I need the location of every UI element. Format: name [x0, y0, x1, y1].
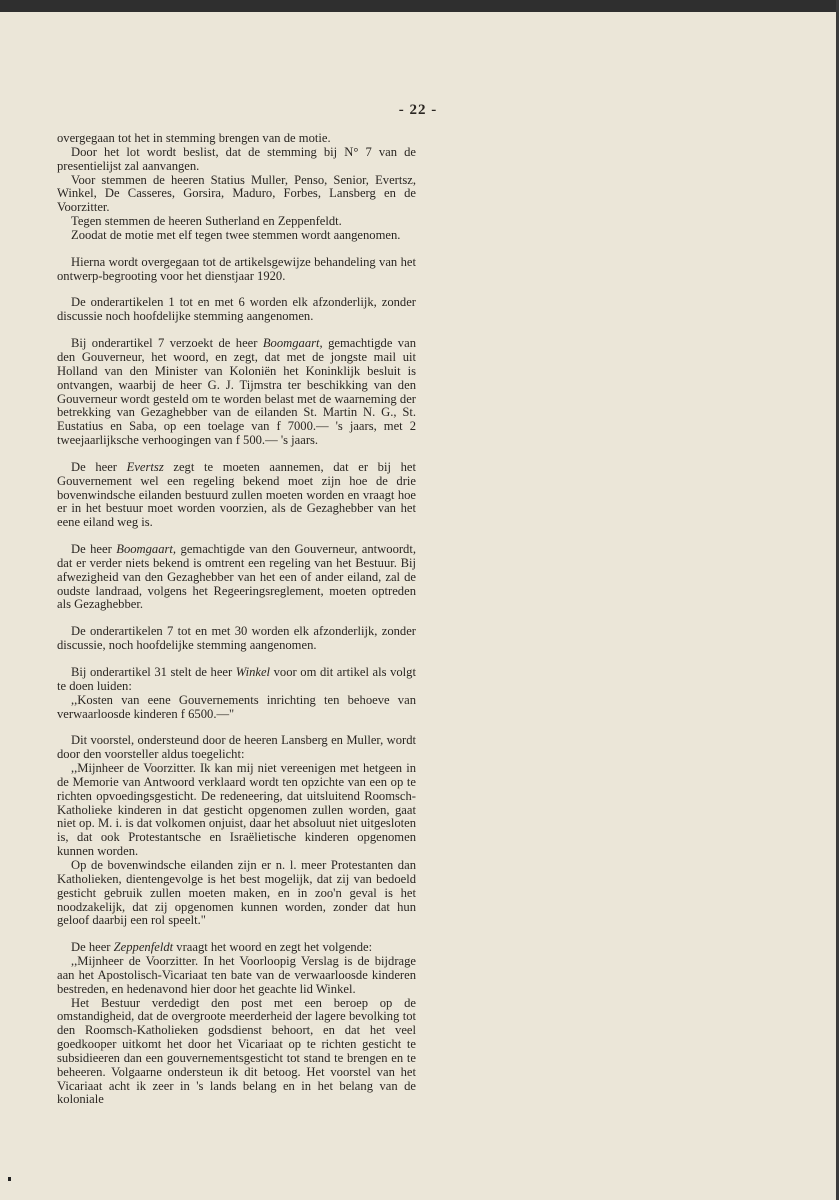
paragraph: Tegen stemmen de heeren Sutherland en Zeppenfeldt. — [71, 214, 342, 229]
paragraph: overgegaan tot het in stemming brengen van de motie. — [57, 131, 331, 145]
paragraph: ,,Kosten van eene Gouvernements inrichting ten behoeve van verwaarloosde kinderen f 6500.—" — [57, 692, 416, 721]
paragraph: Bij onderartikel 31 stelt de heer Winkel voor om dit artikel als volgt te doen luiden: — [57, 665, 416, 693]
paragraph: De heer Evertsz zegt te moeten aannemen, dat er bij het Gouvernement wel een regeling bekend moet zijn hoe de drie bovenwindsche eilanden bestuurd zullen moeten worden en vraagt hoe er in het bestuur moet worden voorzien, als de Gezaghebber van het eene eiland weg is. — [57, 459, 416, 530]
paragraph: ,,Mijnheer de Voorzitter. Ik kan mij niet vereenigen met hetgeen in de Memorie van Antwoord verklaard wordt ten opzichte van een op te richten opvoedingsgesticht. De redeneering, dat uitsluitend Roomsch-Katholieke kinderen in dat gesticht opgenomen zullen worden, gaat niet op. M. i. is dat volkomen onjuist, daar het absoluut niet uitgesloten is, dat ook Protestantsche en Israëlietische kinderen opgenomen kunnen worden. — [57, 761, 416, 859]
body-text-column — [57, 132, 416, 1107]
paragraph: Door het lot wordt beslist, dat de stemming bij N° 7 van de presentielijst zal aanvangen. — [57, 144, 416, 173]
page-number: - 22 - — [398, 102, 438, 118]
paragraph: De onderartikelen 7 tot en met 30 worden elk afzonderlijk, zonder discussie, noch hoofdelijke stemming aangenomen. — [57, 624, 416, 653]
paragraph: De onderartikelen 1 tot en met 6 worden elk afzonderlijk, zonder discussie noch hoofdelijke stemming aangenomen. — [57, 295, 416, 324]
scanner-top-border — [0, 0, 839, 12]
paragraph: Dit voorstel, ondersteund door de heeren Lansberg en Muller, wordt door den voorsteller aldus toegelicht: — [57, 733, 416, 762]
punch-mark — [8, 1177, 11, 1181]
paragraph: Voor stemmen de heeren Statius Muller, Penso, Senior, Evertsz, Winkel, De Casseres, Gorsira, Maduro, Forbes, Lansberg en de Voorzitter. — [57, 172, 416, 215]
paragraph: De heer Boomgaart, gemachtigde van den Gouverneur, antwoordt, dat er verder niets bekend is omtrent een regeling van het Bestuur. Bij afwezigheid van den Gezaghebber van het een of ander eiland, zal de oudste landraad, volgens het Regeeringsreglement, moeten optreden als Gezaghebber. — [57, 542, 417, 612]
paragraph: Hierna wordt overgegaan tot de artikelsgewijze behandeling van het ontwerp-begrooting voor het dienstjaar 1920. — [57, 254, 416, 283]
document-page — [0, 12, 836, 1200]
paragraph: Zoodat de motie met elf tegen twee stemmen wordt aangenomen. — [71, 227, 401, 242]
paragraph: Op de bovenwindsche eilanden zijn er n. l. meer Protestanten dan Katholieken, dientengevolge is het best mogelijk, dat zij van bedoeld gesticht gebruik zullen moeten maken, en in zoo'n geval is het noodzakelijk, dat zij opgenomen kunnen worden, zonder dat hun geloof daarbij een rol speelt." — [57, 857, 416, 928]
paragraph: Bij onderartikel 7 verzoekt de heer Boomgaart, gemachtigde van den Gouverneur, het woord, en zegt, dat met de jongste mail uit Holland van den Minister van Koloniën het Koninklijk besluit is ontvangen, waarbij de heer G. J. Tijmstra ter beschikking van den Gouverneur wordt gesteld om te worden belast met de waarneming der betrekking van Gezaghebber van de eilanden St. Martin N. G., St. Eustatius en Saba, op een toelage van f 7000.— 's jaars, met 2 tweejaarlijksche verhoogingen van f 500.— 's jaars. — [57, 336, 416, 448]
speaker-name: Boomgaart, — [262, 336, 323, 351]
speaker-name: Evertsz — [126, 459, 164, 474]
paragraph: De heer Zeppenfeldt vraagt het woord en zegt het volgende: — [71, 940, 373, 955]
speaker-name: Zeppenfeldt — [113, 940, 174, 955]
paragraph: ,,Mijnheer de Voorzitter. In het Voorloopig Verslag is de bijdrage aan het Apostolisch-Vicariaat ten bate van de verwaarloosde kinderen bestreden, en hedenavond hier door het geachte lid Winkel. — [57, 954, 416, 996]
speaker-name: Winkel — [235, 665, 271, 679]
paragraph: Het Bestuur verdedigt den post met een beroep op de omstandigheid, dat de overgroote meerderheid der lagere bevolking tot den Roomsch-Katholieken godsdienst behoort, en dat het veel goedkooper uitkomt het door het Vicariaat op te richten gesticht te subsidieeren dan een gouvernementsgesticht tot stand te brengen en te beheeren. Volgaarne ondersteun ik dit betoog. Het voorstel van het Vicariaat acht ik zeer in 's lands belang en in het belang van de koloniale — [57, 995, 416, 1107]
speaker-name: Boomgaart, — [116, 542, 177, 557]
